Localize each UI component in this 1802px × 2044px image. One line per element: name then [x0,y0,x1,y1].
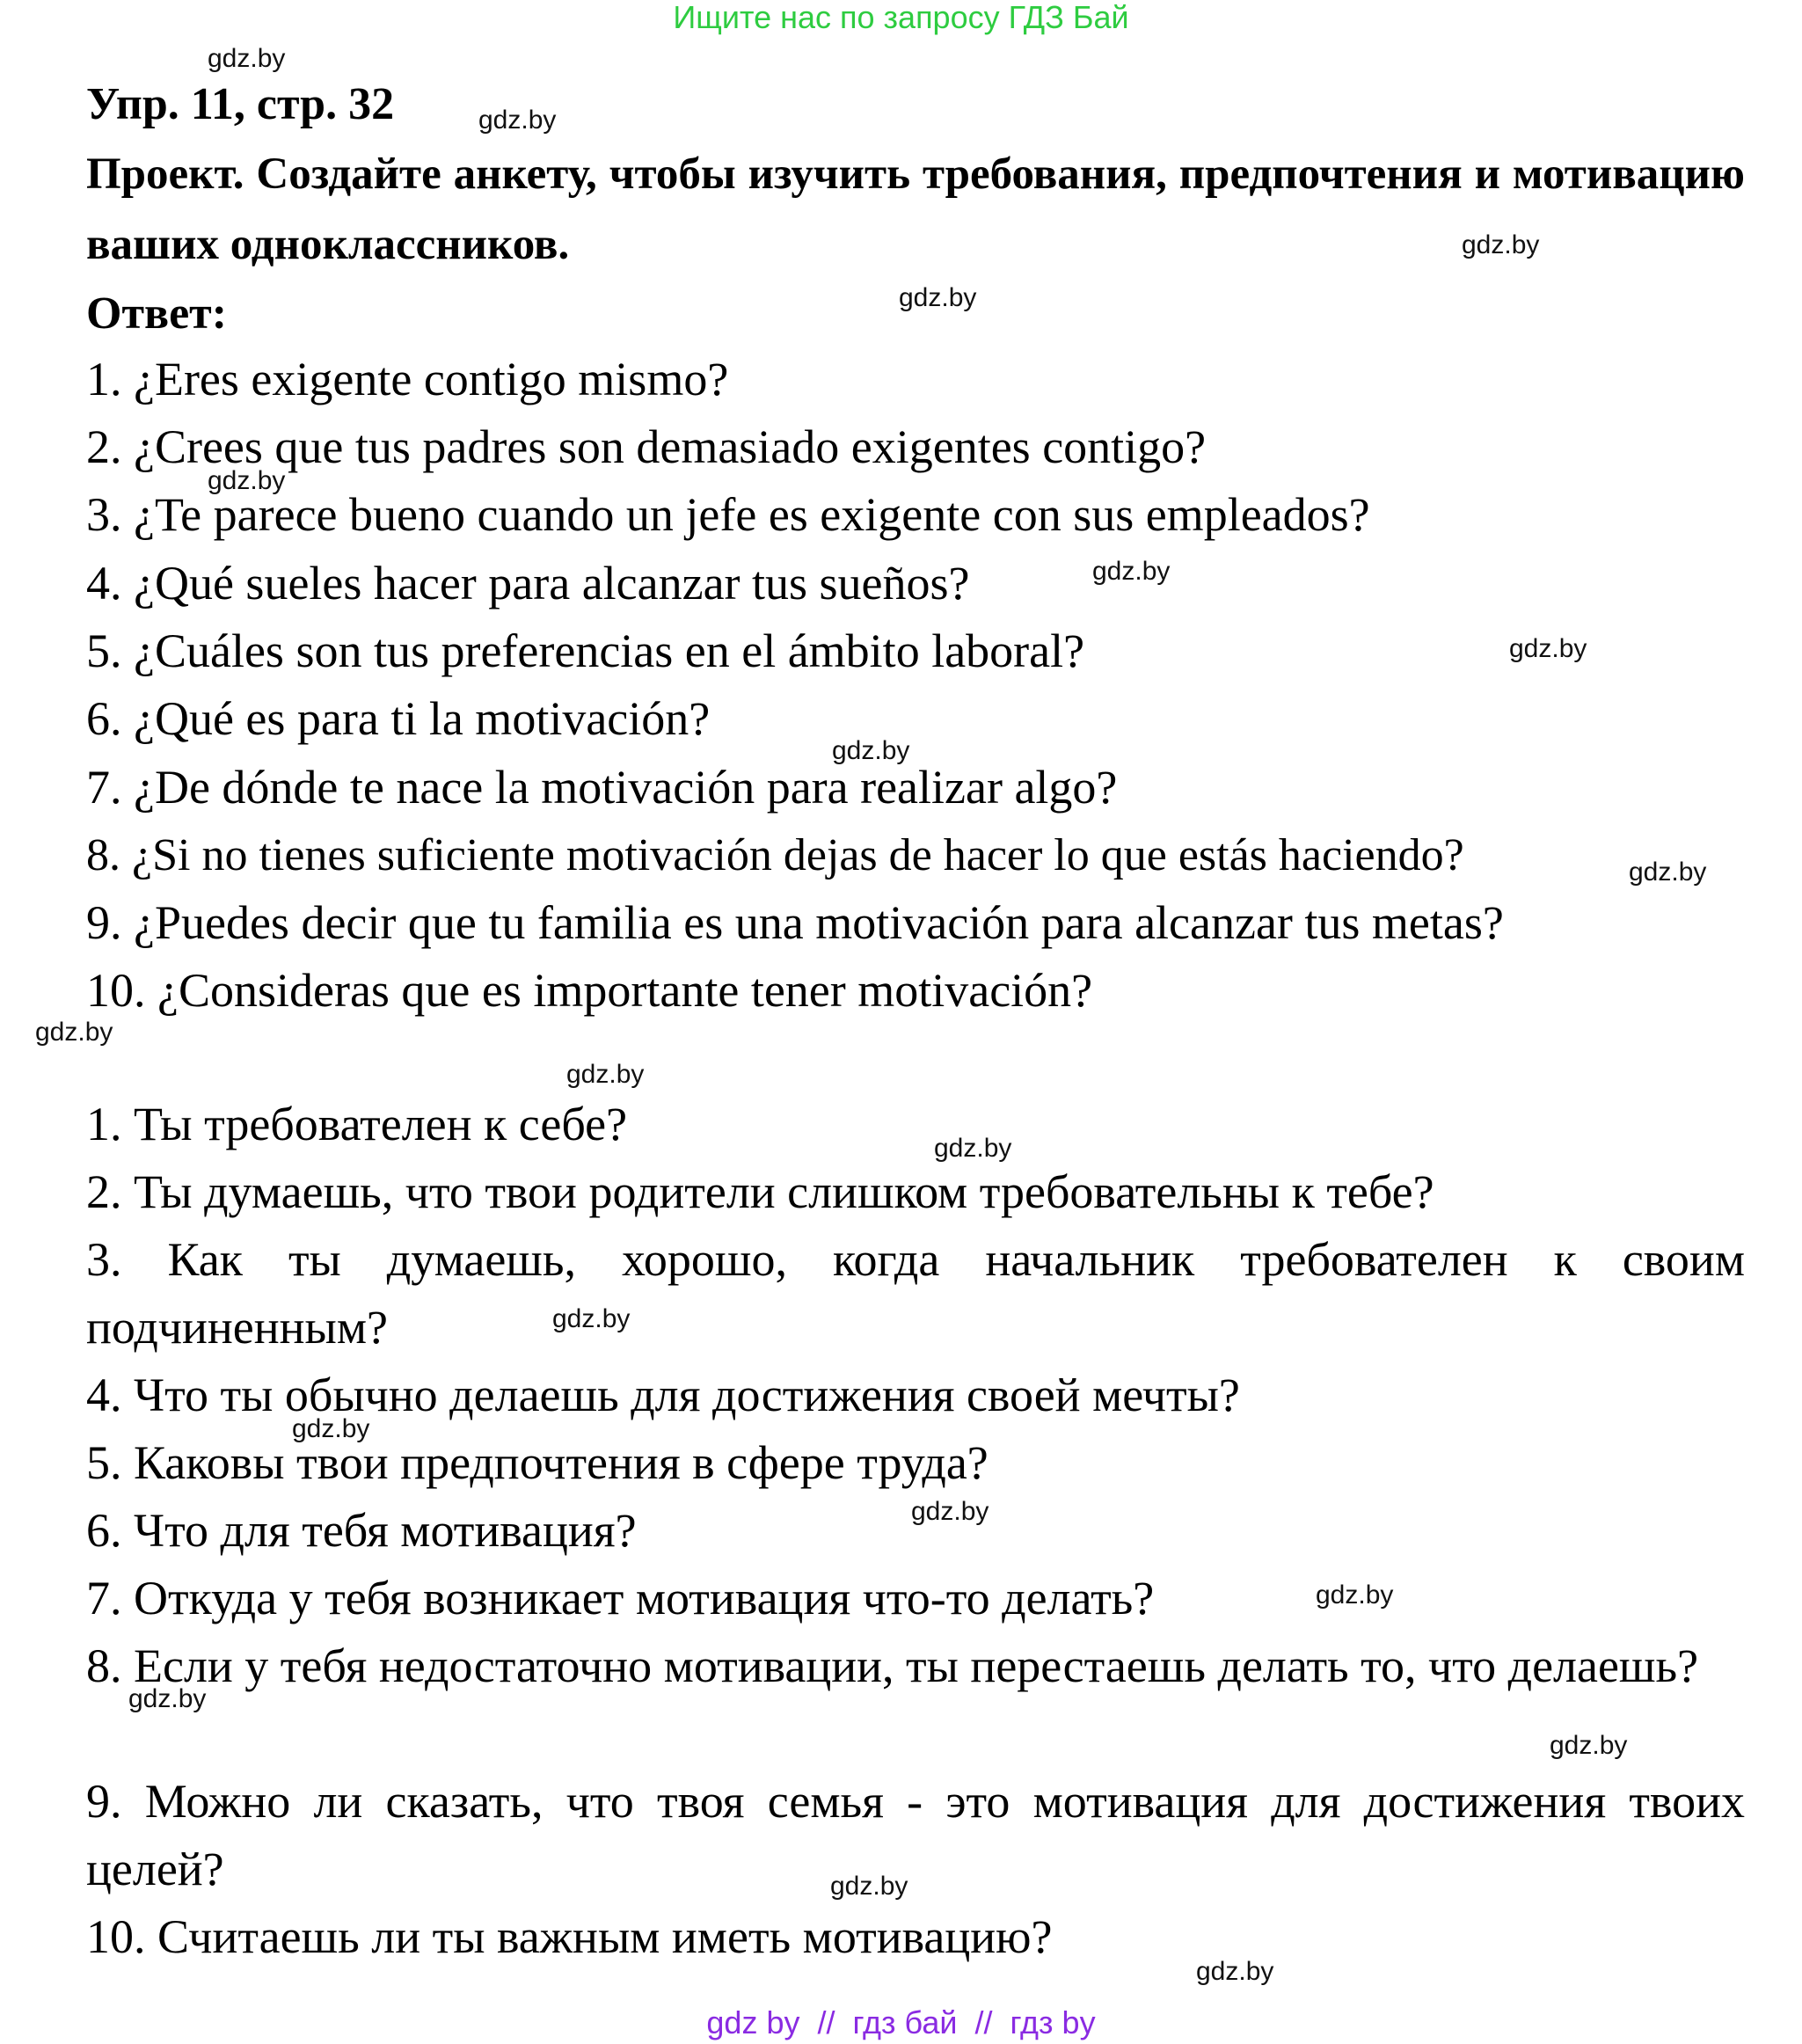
watermark: gdz.by [934,1134,1012,1163]
watermark: gdz.by [208,44,286,73]
footer-link-gdz-bai[interactable]: гдз бай [852,2004,958,2040]
watermark: gdz.by [832,736,910,765]
russian-question-8: 8. Если у тебя недостаточно мотивации, ты перестаешь делать то, что делаешь? [86,1639,1699,1692]
footer-links [0,2004,1802,2042]
russian-question-5: 5. Каковы твои предпочтения в сфере труда? [86,1436,989,1489]
exercise-title: Упр. 11, стр. 32 [86,79,395,129]
russian-question-4: 4. Что ты обычно делаешь для достижения своей мечты? [86,1369,1240,1421]
watermark: gdz.by [478,106,557,135]
spanish-question-5: 5. ¿Cuáles son tus preferencias en el ámbito laboral? [86,624,1085,677]
russian-question-6: 6. Что для тебя мотивация? [86,1504,637,1557]
task-text: Проект. Создайте анкету, чтобы изучить требования, предпочтения и мотивацию ваших одноклассников. [86,150,1745,269]
spanish-question-6: 6. ¿Qué es para ti la motivación? [86,692,711,745]
russian-question-10: 10. Считаешь ли ты важным иметь мотивацию? [86,1910,1053,1963]
watermark: gdz.by [128,1684,207,1713]
watermark: gdz.by [1629,858,1707,887]
spanish-question-9: 9. ¿Puedes decir que tu familia es una motivación para alcanzar tus metas? [86,896,1504,949]
spanish-question-10: 10. ¿Consideras que es importante tener motivación? [86,964,1093,1017]
watermark: gdz.by [566,1060,645,1089]
watermark: gdz.by [899,283,977,312]
footer-link-gdz-by[interactable]: gdz by [706,2004,800,2040]
watermark: gdz.by [35,1018,113,1047]
spanish-question-8: 8. ¿Si no tienes suficiente motivación dejas de hacer lo que estás haciendo? [86,830,1464,880]
watermark: gdz.by [1550,1731,1628,1760]
watermark: gdz.by [208,466,286,495]
russian-question-3: 3. Как ты думаешь, хорошо, когда начальник требователен к своим подчиненным? [86,1233,1745,1354]
spanish-question-3: 3. ¿Te parece bueno cuando un jefe es exigente con sus empleados? [86,488,1370,541]
watermark: gdz.by [1462,230,1540,259]
top-banner: Ищите нас по запросу ГДЗ Бай [673,0,1129,35]
russian-question-2: 2. Ты думаешь, что твои родители слишком требовательны к тебе? [86,1165,1434,1218]
watermark: gdz.by [911,1497,989,1526]
russian-question-9: 9. Можно ли сказать, что твоя семья - это мотивация для достижения твоих целей? [86,1775,1745,1895]
watermark: gdz.by [1509,634,1587,663]
watermark: gdz.by [1196,1957,1274,1986]
russian-question-1: 1. Ты требователен к себе? [86,1098,628,1150]
watermark: gdz.by [552,1304,631,1333]
watermark: gdz.by [1092,557,1171,586]
russian-question-7: 7. Откуда у тебя возникает мотивация что-то делать? [86,1572,1155,1624]
footer-separator: // [817,2004,835,2040]
spanish-question-2: 2. ¿Crees que tus padres son demasiado exigentes contigo? [86,420,1207,473]
answer-label: Ответ: [86,288,228,339]
spanish-question-1: 1. ¿Eres exigente contigo mismo? [86,353,729,405]
watermark: gdz.by [1316,1580,1394,1610]
footer-link-gdz-by-cyr[interactable]: гдз by [1010,2004,1096,2040]
watermark: gdz.by [830,1872,908,1901]
spanish-question-7: 7. ¿De dónde te nace la motivación para realizar algo? [86,761,1118,814]
watermark: gdz.by [292,1414,370,1443]
spanish-question-4: 4. ¿Qué sueles hacer para alcanzar tus sueños? [86,557,970,610]
footer-separator: // [974,2004,993,2040]
